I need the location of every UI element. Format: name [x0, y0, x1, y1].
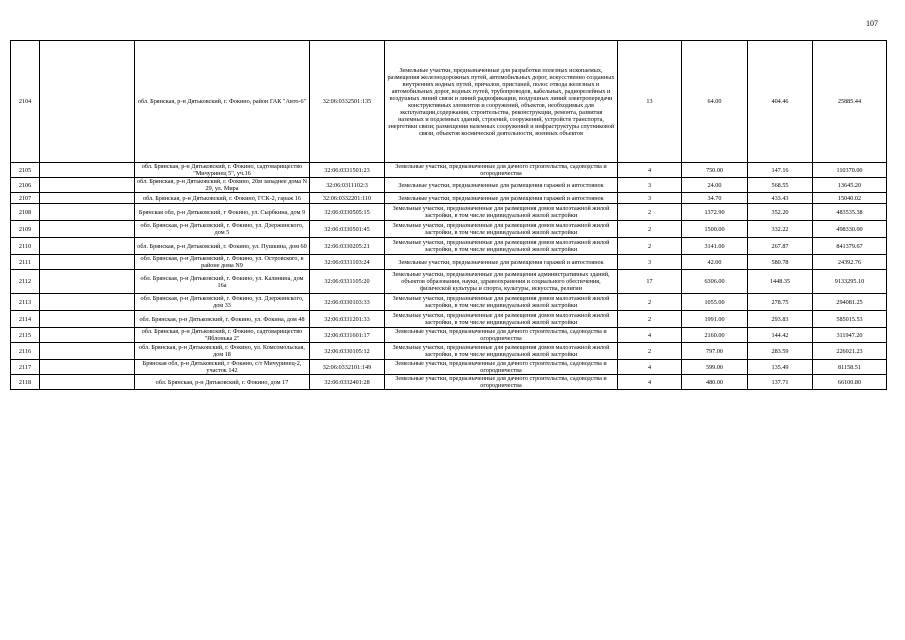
address-cell: обл. Брянская, р-н Дятьковский, г. Фокино, садтоварищество "Мичуринец 5", уч.16	[135, 163, 310, 178]
area-cell: 64.00	[682, 41, 748, 163]
area-cell: 3141.00	[682, 238, 748, 255]
area-cell: 1500.00	[682, 221, 748, 238]
land-use-cell: Земельные участки, предназначенные для размещения гаражей и автостоянок	[385, 255, 618, 270]
land-use-cell: Земельные участки, предназначенные для размещения домов малоэтажной жилой застройки, в том числе индивидуальной жилой застройки	[385, 204, 618, 221]
blank-cell	[40, 255, 135, 270]
group-cell: 4	[618, 360, 682, 375]
table-row	[11, 204, 887, 221]
blank-cell	[40, 270, 135, 294]
land-use-cell: Земельные участки, предназначенные для размещения домов малоэтажной жилой застройки, в том числе индивидуальной жилой застройки	[385, 343, 618, 360]
cadastral-number-cell: 32:06:0331105:20	[310, 270, 385, 294]
land-use-cell: Земельные участки, предназначенные для разработки полезных ископаемых, размещения железнодорожных путей, автомобильных дорог, искусственно созданных внутренних водных путей, причалов, пристаней, полос отвода железных и автомобильных дорог, водных путей, трубопроводов, кабельных, радиорелейных и воздушных линий связи и линий радиофикации, воздушных линий электропередачи конструктивных элементов и сооружений, объектов, необходимых для эксплуатации,содержания, строительства, реконструкции, ремонта, развития наземных и подземных зданий, строений, сооружений, устройств транспорта, энергетики связи; размещения наземных сооружений и инфраструктуры спутниковой связи, объектов космической деятельности, военных объектов	[385, 41, 618, 163]
group-cell: 2	[618, 343, 682, 360]
specific-value-cell: 433.43	[748, 193, 813, 204]
area-cell: 1991.00	[682, 311, 748, 328]
table-body	[11, 41, 887, 390]
land-cadastral-table	[10, 40, 887, 390]
table-row	[11, 311, 887, 328]
cadastral-value-cell: 498330.00	[813, 221, 887, 238]
land-use-cell: Земельные участки, предназначенные для дачного строительства, садоводства и огородничества	[385, 328, 618, 343]
table-row	[11, 163, 887, 178]
row-number: 2104	[11, 41, 40, 163]
specific-value-cell: 293.83	[748, 311, 813, 328]
area-cell: 797.00	[682, 343, 748, 360]
blank-cell	[40, 311, 135, 328]
land-use-cell: Земельные участки, предназначенные для размещения гаражей и автостоянок	[385, 178, 618, 193]
table-row	[11, 294, 887, 311]
specific-value-cell: 332.22	[748, 221, 813, 238]
cadastral-value-cell: 81158.51	[813, 360, 887, 375]
specific-value-cell: 568.55	[748, 178, 813, 193]
row-number: 2106	[11, 178, 40, 193]
blank-cell	[40, 360, 135, 375]
cadastral-value-cell: 66100.80	[813, 375, 887, 390]
row-number: 2116	[11, 343, 40, 360]
cadastral-number-cell: 32:06:0330505:15	[310, 204, 385, 221]
group-cell: 4	[618, 375, 682, 390]
cadastral-number-cell: 32:06:0330105:12	[310, 343, 385, 360]
table-row	[11, 178, 887, 193]
area-cell: 24.00	[682, 178, 748, 193]
cadastral-number-cell: 32:06:0330205:21	[310, 238, 385, 255]
blank-cell	[40, 343, 135, 360]
land-use-cell: Земельные участки, предназначенные для дачного строительства, садоводства и огородничества	[385, 375, 618, 390]
cadastral-value-cell: 13645.20	[813, 178, 887, 193]
table-row	[11, 343, 887, 360]
table-row	[11, 255, 887, 270]
table-row	[11, 270, 887, 294]
cadastral-value-cell: 25885.44	[813, 41, 887, 163]
area-cell: 480.00	[682, 375, 748, 390]
cadastral-value-cell: 24392.76	[813, 255, 887, 270]
cadastral-value-cell: 841379.67	[813, 238, 887, 255]
specific-value-cell: 352.20	[748, 204, 813, 221]
group-cell: 2	[618, 204, 682, 221]
land-use-cell: Земельные участки, предназначенные для размещения административных зданий, объектов образования, науки, здравоохранения и социального обеспечения, физической культуры и спорта, культуры, искусства, религии	[385, 270, 618, 294]
blank-cell	[40, 328, 135, 343]
blank-cell	[40, 163, 135, 178]
blank-cell	[40, 221, 135, 238]
group-cell: 4	[618, 163, 682, 178]
row-number: 2109	[11, 221, 40, 238]
address-cell: Брянская обл, р-н Дятьковский, г Фокино, ул. Сырбкина, дом 9	[135, 204, 310, 221]
specific-value-cell: 404.46	[748, 41, 813, 163]
address-cell: обл. Брянская, р-н Дятьковский, г. Фокино, дом 17	[135, 375, 310, 390]
land-use-cell: Земельные участки, предназначенные для дачного строительства, садоводства и огородничества	[385, 163, 618, 178]
blank-cell	[40, 178, 135, 193]
row-number: 2115	[11, 328, 40, 343]
address-cell: обл. Брянская, р-н Дятьковский, г. Фокино, 20м западнее дома N 29, ул. Мира	[135, 178, 310, 193]
specific-value-cell: 1448.35	[748, 270, 813, 294]
cadastral-value-cell: 311947.20	[813, 328, 887, 343]
address-cell: обл. Брянская, р-н Дятьковский, г. Фокино, ул. Комсомольская, дом 18	[135, 343, 310, 360]
table-row	[11, 238, 887, 255]
row-number: 2112	[11, 270, 40, 294]
cadastral-number-cell: 32:06:0331103:24	[310, 255, 385, 270]
address-cell: обл. Брянская, р-н Дятьковский, г. Фокино, ул. Дзержинского, дом 33	[135, 294, 310, 311]
cadastral-number-cell: 32:06:0330501:45	[310, 221, 385, 238]
row-number: 2107	[11, 193, 40, 204]
cadastral-value-cell: 294081.25	[813, 294, 887, 311]
address-cell: обл. Брянская, р-н Дятьковский, г. Фокино, ул. Островского, в районе дома N9	[135, 255, 310, 270]
table-row	[11, 41, 887, 163]
address-cell: обл. Брянская, р-н Дятьковский, г. Фокино, садтоварищество "Яблонька 2"	[135, 328, 310, 343]
address-cell: обл. Брянская, р-н Дятьковский, г. Фокино, ул. Дзержинского, дом 5	[135, 221, 310, 238]
blank-cell	[40, 375, 135, 390]
blank-cell	[40, 41, 135, 163]
area-cell: 1055.00	[682, 294, 748, 311]
row-number: 2105	[11, 163, 40, 178]
area-cell: 34.70	[682, 193, 748, 204]
group-cell: 3	[618, 193, 682, 204]
table-row	[11, 375, 887, 390]
row-number: 2114	[11, 311, 40, 328]
group-cell: 4	[618, 328, 682, 343]
area-cell: 599.00	[682, 360, 748, 375]
specific-value-cell: 283.59	[748, 343, 813, 360]
blank-cell	[40, 193, 135, 204]
area-cell: 750.00	[682, 163, 748, 178]
address-cell: обл. Брянская, р-н Дятьковский, г. Фокино, район ГАК "Авто-6"	[135, 41, 310, 163]
area-cell: 1372.90	[682, 204, 748, 221]
specific-value-cell: 135.49	[748, 360, 813, 375]
specific-value-cell: 580.78	[748, 255, 813, 270]
row-number: 2118	[11, 375, 40, 390]
specific-value-cell: 137.71	[748, 375, 813, 390]
address-cell: Брянская обл, р-н Дятьковский, г Фокино, с/т Мичуринец-2, участок 142	[135, 360, 310, 375]
cadastral-number-cell: 32:06:0331601:17	[310, 328, 385, 343]
cadastral-value-cell: 15040.02	[813, 193, 887, 204]
specific-value-cell: 147.16	[748, 163, 813, 178]
cadastral-number-cell: 32:06:0332101:149	[310, 360, 385, 375]
address-cell: обл. Брянская, р-н Дятьковский, г. Фокино, ГСК-2, гараж 16	[135, 193, 310, 204]
land-use-cell: Земельные участки, предназначенные для размещения домов малоэтажной жилой застройки, в том числе индивидуальной жилой застройки	[385, 311, 618, 328]
group-cell: 3	[618, 178, 682, 193]
address-cell: обл. Брянская, р-н Дятьковский, г. Фокино, ул. Калинина, дом 16а	[135, 270, 310, 294]
table-row	[11, 193, 887, 204]
cadastral-number-cell: 32:06:0332201:110	[310, 193, 385, 204]
land-use-cell: Земельные участки, предназначенные для размещения домов малоэтажной жилой застройки, в том числе индивидуальной жилой застройки	[385, 294, 618, 311]
blank-cell	[40, 238, 135, 255]
land-use-cell: Земельные участки, предназначенные для размещения домов малоэтажной жилой застройки, в том числе индивидуальной жилой застройки	[385, 238, 618, 255]
row-number: 2108	[11, 204, 40, 221]
row-number: 2117	[11, 360, 40, 375]
cadastral-number-cell: 32:06:0332401:28	[310, 375, 385, 390]
row-number: 2111	[11, 255, 40, 270]
cadastral-number-cell: 32:06:0332501:135	[310, 41, 385, 163]
specific-value-cell: 278.75	[748, 294, 813, 311]
area-cell: 6306.00	[682, 270, 748, 294]
specific-value-cell: 144.42	[748, 328, 813, 343]
table-row	[11, 221, 887, 238]
cadastral-number-cell: 32:06:0331201:33	[310, 311, 385, 328]
group-cell: 2	[618, 221, 682, 238]
page-number: 107	[866, 19, 878, 28]
row-number: 2110	[11, 238, 40, 255]
specific-value-cell: 267.87	[748, 238, 813, 255]
cadastral-value-cell: 9133295.10	[813, 270, 887, 294]
area-cell: 2160.00	[682, 328, 748, 343]
group-cell: 3	[618, 255, 682, 270]
land-use-cell: Земельные участки, предназначенные для размещения домов малоэтажной жилой застройки, в том числе индивидуальной жилой застройки	[385, 221, 618, 238]
cadastral-value-cell: 483535.38	[813, 204, 887, 221]
group-cell: 17	[618, 270, 682, 294]
land-use-cell: Земельные участки, предназначенные для дачного строительства, садоводства и огородничества	[385, 360, 618, 375]
group-cell: 2	[618, 294, 682, 311]
group-cell: 13	[618, 41, 682, 163]
blank-cell	[40, 294, 135, 311]
cadastral-value-cell: 585015.53	[813, 311, 887, 328]
address-cell: обл. Брянская, р-н Дятьковский, г. Фокино, ул. Фокина, дом 48	[135, 311, 310, 328]
cadastral-value-cell: 110370.00	[813, 163, 887, 178]
address-cell: обл. Брянская, р-н Дятьковский, г. Фокино, ул. Пушкина, дом 60	[135, 238, 310, 255]
blank-cell	[40, 204, 135, 221]
cadastral-number-cell: 32:06:0311102:3	[310, 178, 385, 193]
cadastral-number-cell: 32:06:0331501:23	[310, 163, 385, 178]
row-number: 2113	[11, 294, 40, 311]
area-cell: 42.00	[682, 255, 748, 270]
table-row	[11, 328, 887, 343]
group-cell: 2	[618, 311, 682, 328]
table-row	[11, 360, 887, 375]
cadastral-number-cell: 32:06:0330103:33	[310, 294, 385, 311]
group-cell: 2	[618, 238, 682, 255]
cadastral-value-cell: 226021.23	[813, 343, 887, 360]
land-use-cell: Земельные участки, предназначенные для размещения гаражей и автостоянок	[385, 193, 618, 204]
